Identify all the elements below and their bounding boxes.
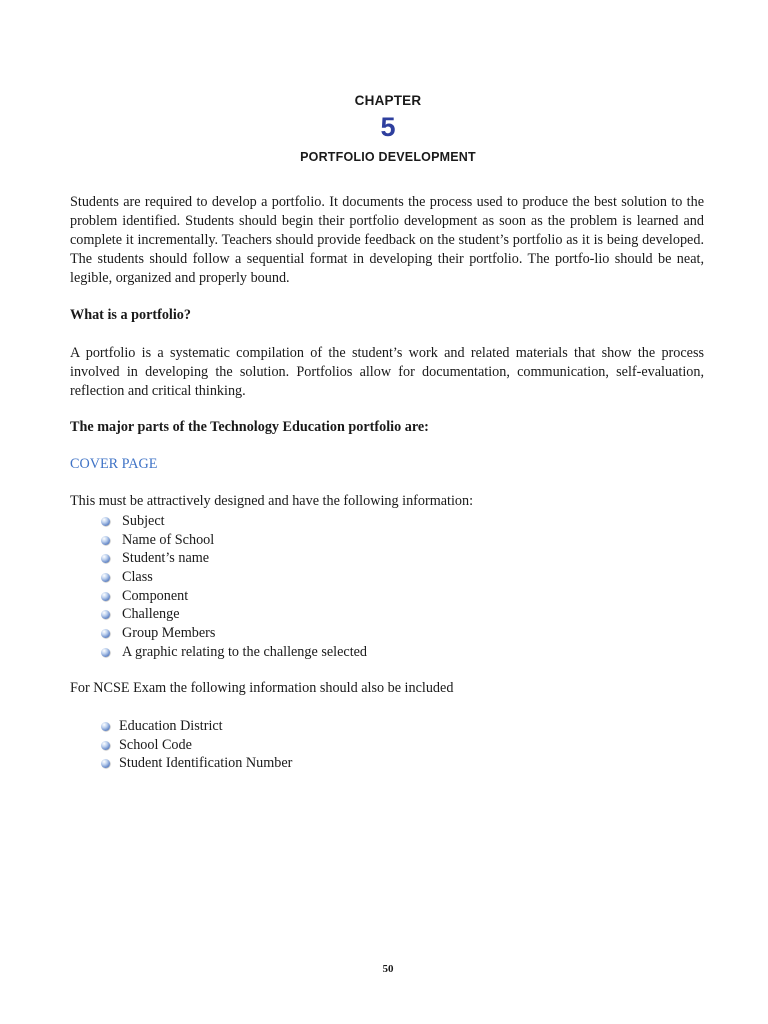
list-item bbox=[101, 605, 367, 624]
list-item-label: Subject bbox=[122, 513, 165, 529]
list-item bbox=[101, 754, 292, 773]
list-item bbox=[101, 624, 367, 643]
intro-paragraph: Students are required to develop a portfolio. It documents the process used to produce the best solution to the problem identified. Students should begin their portfolio development as soon as the problem is learned and complete it incrementally. Teachers should provide feedback on the student’s portfolio as it is being developed. The students should follow a sequential format in developing their portfolio. The portfo-lio should be neat, legible, organized and properly bound. bbox=[70, 194, 704, 286]
chapter-title: PORTFOLIO DEVELOPMENT bbox=[300, 150, 476, 164]
ncse-intro-text: For NCSE Exam the following information should also be included bbox=[70, 680, 454, 696]
bullet-icon bbox=[101, 741, 110, 750]
bullet-icon bbox=[101, 592, 110, 601]
definition-paragraph: A portfolio is a systematic compilation of the student’s work and related materials that show the process involved in developing the solution. Portfolios allow for documentation, communication, self-evaluation, reflection and critical thinking. bbox=[70, 345, 704, 399]
list-item bbox=[101, 531, 367, 550]
page-number: 50 bbox=[382, 963, 394, 975]
list-item-label: Group Members bbox=[122, 625, 216, 642]
list-item bbox=[101, 549, 367, 568]
list-item bbox=[101, 736, 292, 755]
bullet-icon bbox=[101, 629, 110, 638]
list-item bbox=[101, 643, 367, 662]
list-item bbox=[101, 568, 367, 587]
list-item-label: Education District bbox=[119, 718, 223, 734]
chapter-number: 5 bbox=[380, 112, 396, 142]
cover-intro-text: This must be attractively designed and have the following information: bbox=[70, 493, 474, 509]
list-item-label: Student Identification Number bbox=[119, 755, 293, 772]
cover-page-heading: COVER PAGE bbox=[70, 456, 158, 472]
chapter-label: CHAPTER bbox=[354, 93, 422, 108]
list-item-label: Component bbox=[122, 587, 189, 604]
list-item bbox=[101, 717, 292, 736]
bullet-icon bbox=[101, 536, 110, 545]
bullet-icon bbox=[101, 573, 110, 582]
list-item-label: Name of School bbox=[122, 531, 215, 548]
list-item-label: Student’s name bbox=[122, 550, 210, 567]
ncse-info-list bbox=[101, 717, 292, 773]
list-item-label: School Code bbox=[119, 736, 192, 753]
list-item bbox=[101, 587, 367, 606]
list-item-label: Challenge bbox=[122, 606, 180, 623]
bullet-icon bbox=[101, 610, 110, 619]
list-item bbox=[101, 512, 367, 531]
bullet-icon bbox=[101, 759, 110, 768]
bullet-icon bbox=[101, 648, 110, 657]
bullet-icon bbox=[101, 517, 110, 526]
list-item-label: A graphic relating to the challenge selected bbox=[122, 643, 368, 660]
list-item-label: Class bbox=[122, 569, 153, 586]
cover-info-list bbox=[101, 512, 367, 662]
major-parts-heading: The major parts of the Technology Education portfolio are: bbox=[70, 419, 429, 435]
bullet-icon bbox=[101, 554, 110, 563]
bullet-icon bbox=[101, 722, 110, 731]
what-is-portfolio-heading: What is a portfolio? bbox=[70, 307, 191, 323]
